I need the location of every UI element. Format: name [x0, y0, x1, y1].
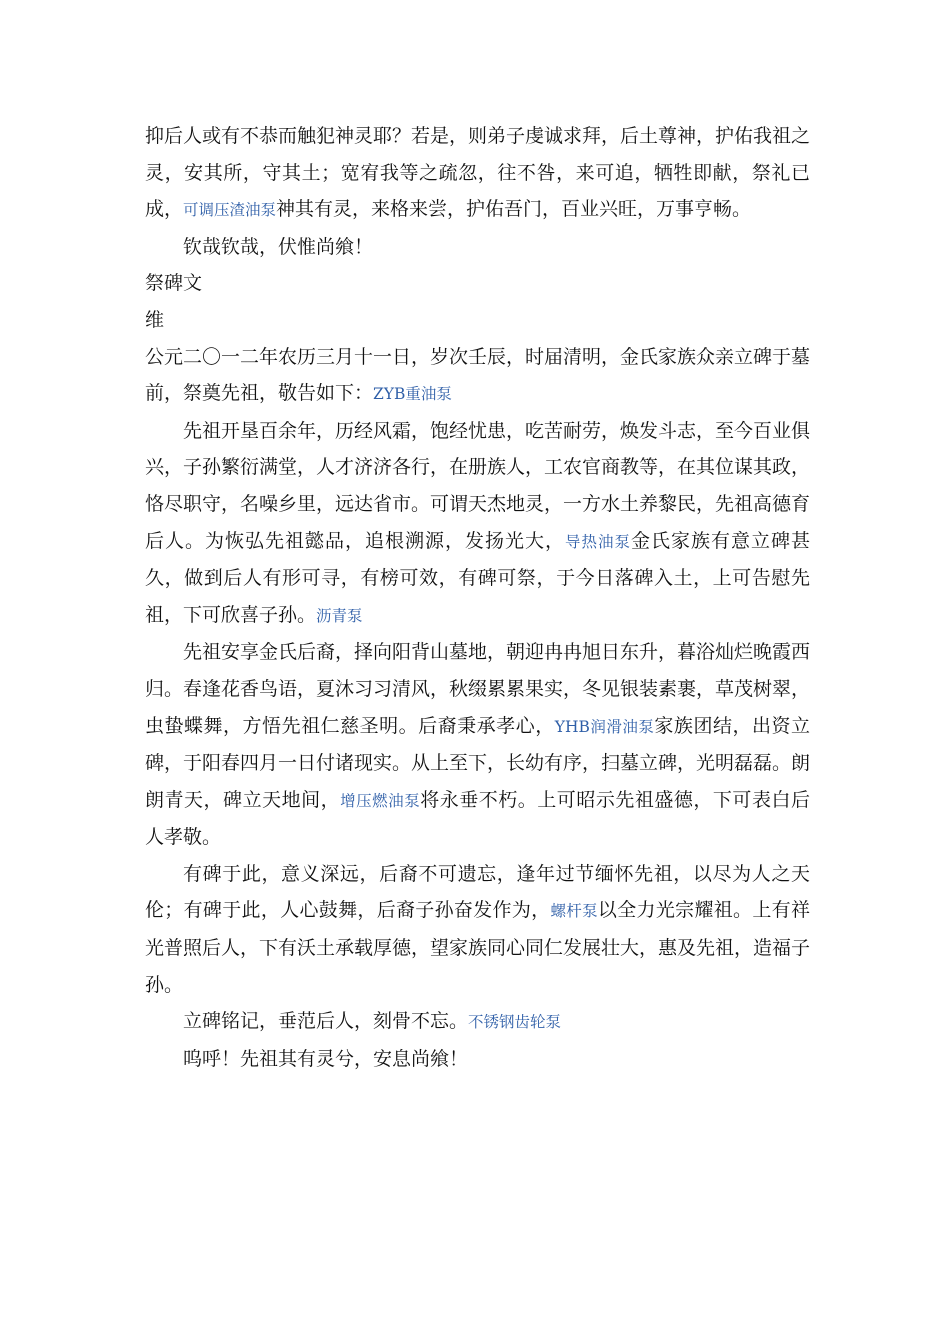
section-title: 祭碑文: [145, 272, 203, 295]
link-zyb-heavy-oil-pump[interactable]: ZYB重油泵: [373, 385, 452, 404]
paragraph-closing-1: 钦哉钦哉，伏惟尚飨！: [183, 235, 374, 258]
paragraph-prayer-end: 抑后人或有不恭而触犯神灵耶？若是，则弟子虔诚求拜，后土尊神，护佑我祖之灵，安其所，守其土；宽宥我等之疏忽，往不咎，来可追，牺牲即献，祭礼已成，可调压渣油泵神其有灵，来格来尝，护佑吾门，百业兴旺，万事亨畅。: [145, 125, 811, 221]
link-screw-pump[interactable]: 螺杆泵: [550, 902, 598, 921]
link-booster-fuel-pump[interactable]: 增压燃油泵: [340, 791, 421, 810]
paragraph-meaning: 有碑于此，意义深远，后裔不可遗忘，逢年过节缅怀先祖，以尽为人之天伦；有碑于此，人心鼓舞，后裔子孙奋发作为，螺杆泵以全力光宗耀祖。上有祥光普照后人，下有沃土承载厚德，望家族同心同仁发展壮大，惠及先祖，造福子孙。: [145, 862, 811, 996]
link-thermal-oil-pump[interactable]: 导热油泵: [564, 532, 631, 551]
document-body: [145, 118, 810, 1077]
paragraph-date: 公元二〇一二年农历三月十一日，岁次壬辰，时届清明，金氏家族众亲立碑于墓前，祭奠先祖，敬告如下：ZYB重油泵: [145, 345, 811, 405]
link-adjustable-pressure-residue-oil-pump[interactable]: 可调压渣油泵: [183, 201, 277, 220]
paragraph-tomb: 先祖安享金氏后裔，择向阳背山墓地，朝迎冉冉旭日东升，暮浴灿烂晚霞西归。春逢花香鸟语，夏沐习习清风，秋缀累累果实，冬见银装素裹，草茂树翠，虫蛰蝶舞，方悟先祖仁慈圣明。后裔秉承孝心，YHB润滑油泵家族团结，出资立碑，于阳春四月一日付诸现实。从上至下，长幼有序，扫墓立碑，光明磊磊。朗朗青天，碑立天地间，增压燃油泵将永垂不朽。上可昭示先祖盛德，下可表白后人孝敬。: [145, 641, 811, 849]
link-yhb-lube-oil-pump[interactable]: YHB润滑油泵: [554, 717, 655, 736]
paragraph-ancestors: 先祖开垦百余年，历经风霜，饱经忧患，吃苦耐劳，焕发斗志，至今百业俱兴，子孙繁衍满堂，人才济济各行，在册族人，工农官商教等，在其位谋其政，恪尽职守，名噪乡里，远达省市。可谓天杰地灵，一方水土养黎民，先祖高德育后人。为恢弘先祖懿品，追根溯源，发扬光大，导热油泵金氏家族有意立碑甚久，做到后人有形可寻，有榜可效，有碑可祭，于今日落碑入土，上可告慰先祖，下可欣喜子孙。沥青泵: [145, 419, 811, 626]
paragraph-wei: 维: [145, 308, 165, 331]
link-asphalt-pump[interactable]: 沥青泵: [316, 606, 363, 625]
paragraph-remember: 立碑铭记，垂范后人，刻骨不忘。不锈钢齿轮泵: [183, 1010, 562, 1033]
paragraph-closing-2: 呜呼！先祖其有灵兮，安息尚飨！: [183, 1047, 469, 1070]
link-stainless-gear-pump[interactable]: 不锈钢齿轮泵: [468, 1013, 562, 1032]
